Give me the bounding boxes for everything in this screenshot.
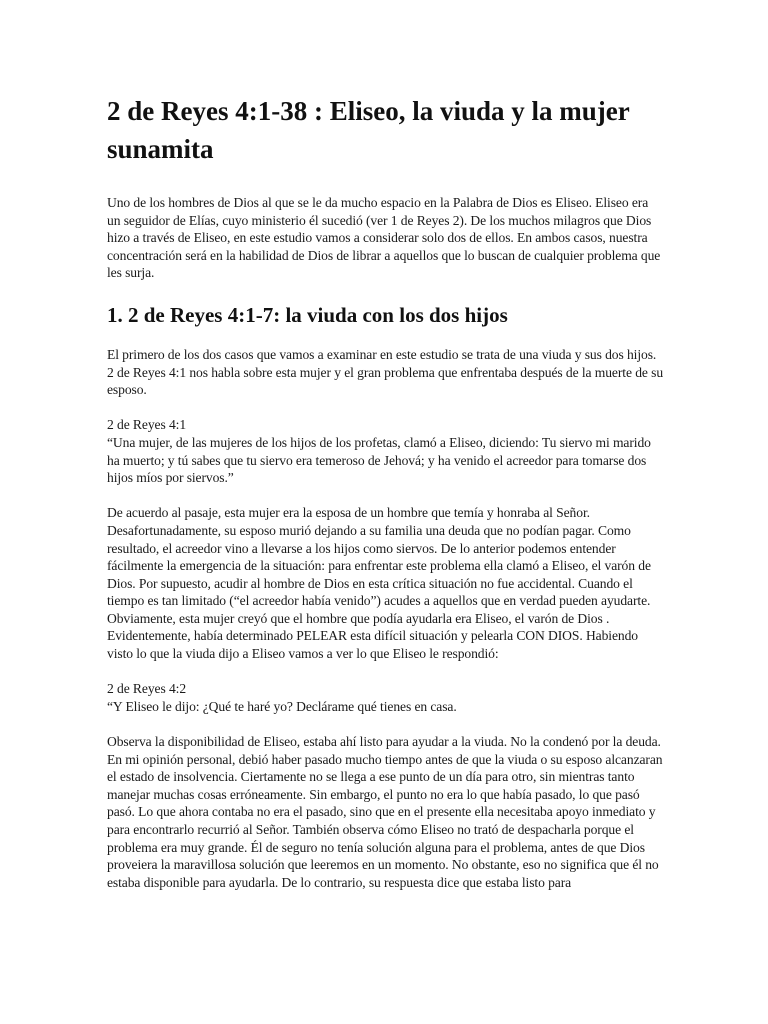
scripture-quote-1 [107, 416, 663, 486]
section-paragraph-3: Observa la disponibilidad de Eliseo, estaba ahí listo para ayudar a la viuda. No la condenó por la deuda. En mi opinión personal, debió haber pasado mucho tiempo antes de que la viuda o su esposo alcanzaran el estado de insolvencia. Ciertamente no se llega a ese punto de un día para otro, sin mientras tanto manejar muchas cosas erróneamente. Sin embargo, el punto no era lo que había pasado, lo que pasó pasó. Lo que ahora contaba no era el pasado, sino que en el presente ella necesitaba apoyo inmediato y para encontrarlo recurrió al Señor. También observa cómo Eliseo no trató de despacharla porque el problema era muy grande. Él de seguro no tenía solución alguna para el problema, antes de que Dios proveiera la maravillosa solución que leeremos en un momento. No obstante, eso no significa que él no estaba disponible para ayudarla. De lo contrario, su respuesta dice que estaba listo para [107, 734, 663, 890]
scripture-quote-2 [107, 680, 663, 715]
page-title: 2 de Reyes 4:1-38 : Eliseo, la viuda y la mujer sunamita [107, 96, 630, 164]
scripture-reference-1: 2 de Reyes 4:1 [107, 417, 187, 433]
scripture-text-2: “Y Eliseo le dijo: ¿Qué te haré yo? Declárame qué tienes en casa. [107, 698, 457, 714]
scripture-text-1: “Una mujer, de las mujeres de los hijos de los profetas, clamó a Eliseo, diciendo: Tu siervo mi marido ha muerto; y tú sabes que tu siervo era temeroso de Jehová; y ha venido el acreedor para tomarse dos hijos míos por siervos.” [107, 434, 651, 486]
section-paragraph-1: El primero de los dos casos que vamos a examinar en este estudio se trata de una viuda y sus dos hijos. 2 de Reyes 4:1 nos habla sobre esta mujer y el gran problema que enfrentaba después de la muerte de su esposo. [107, 346, 664, 398]
document-page [107, 92, 663, 909]
section-heading: 1. 2 de Reyes 4:1-7: la viuda con los dos hijos [107, 302, 508, 327]
section-paragraph-2: De acuerdo al pasaje, esta mujer era la esposa de un hombre que temía y honraba al Señor. Desafortunadamente, su esposo murió dejando a su familia una deuda que no podían pagar. Como resultado, el acreedor vino a llevarse a los hijos como siervos. De lo anterior podemos entender fácilmente la emergencia de la situación: para enfrentar este problema ella clamó a Eliseo, el varón de Dios. Por supuesto, acudir al hombre de Dios en esta crítica situación no fue accidental. Cuando el tiempo es tan limitado (“el acreedor había venido”) acudes a aquellos que en verdad pueden ayudarte. Obviamente, esta mujer creyó que el hombre que podía ayudarla era Eliseo, el varón de Dios . Evidentemente, había determinado PELEAR esta difícil situación y pelearla CON DIOS. Habiendo visto lo que la viuda dijo a Eliseo vamos a ver lo que Eliseo le respondió: [107, 505, 651, 662]
intro-paragraph: Uno de los hombres de Dios al que se le da mucho espacio en la Palabra de Dios es Eliseo. Eliseo era un seguidor de Elías, cuyo ministerio él sucedió (ver 1 de Reyes 2). De los muchos milagros que Dios hizo a través de Eliseo, en este estudio vamos a considerar solo dos de ellos. En ambos casos, nuestra concentración será en la habilidad de Dios de librar a aquellos que lo buscan de cualquier problema que les surja. [107, 195, 661, 281]
scripture-reference-2: 2 de Reyes 4:2 [107, 681, 187, 697]
